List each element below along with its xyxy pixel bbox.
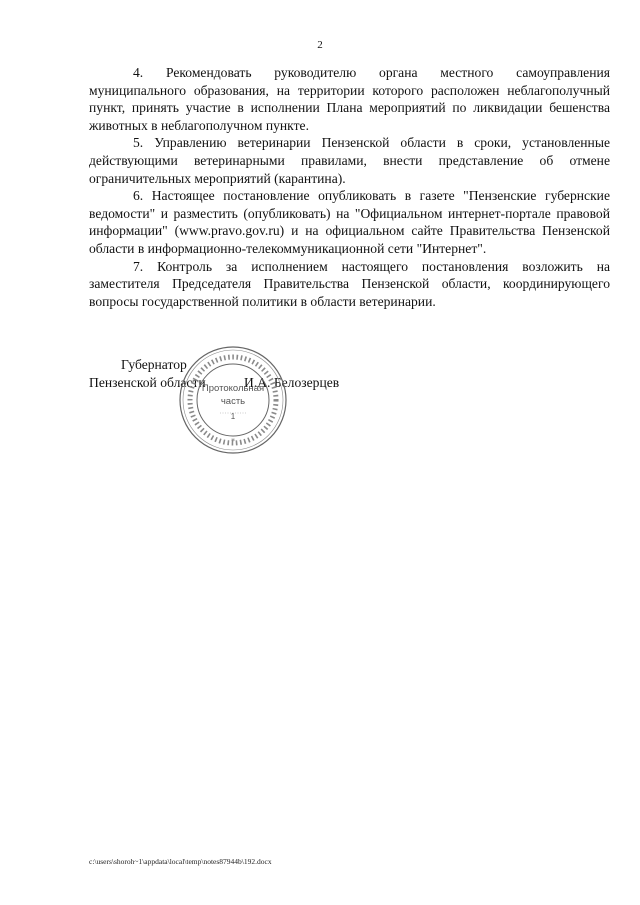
seal-text-line-2: часть (220, 396, 246, 407)
signatory-title-line-2: Пензенской области (89, 375, 206, 390)
document-body (89, 64, 610, 310)
paragraph-item-7: 7. Контроль за исполнением настоящего постановления возложить на заместителя Председателя Правительства Пензенской области, координирующего вопросы государственной политики в области ветеринарии. (89, 258, 610, 309)
paragraph-item-6: 6. Настоящее постановление опубликовать в газете "Пензенские губернские ведомости" и разместить (опубликовать) на "Официальном интернет-портале правовой информации" (www.pravo.gov.ru) и на официальном сайте Правительства Пензенской области в информационно-телекоммуникационной сети "Интернет". (89, 188, 610, 256)
seal-text-line-3: 1 (230, 412, 236, 421)
footer-file-path: c:\users\shoroh~1\appdata\local\temp\notes87944b\192.docx (89, 857, 272, 866)
seal-text-line-1: Протокольная (201, 383, 265, 394)
paragraph-item-5: 5. Управлению ветеринарии Пензенской области в сроки, установленные действующими ветеринарными правилами, внести представление об отмене ограничительных мероприятий (карантина). (89, 135, 610, 186)
official-seal (178, 345, 288, 455)
svg-text:*: * (231, 437, 235, 446)
page-number: 2 (317, 39, 323, 51)
signature-block (89, 356, 409, 466)
signatory-name: И.А. Белозерцев (244, 375, 340, 390)
paragraph-item-4: 4. Рекомендовать руководителю органа местного самоуправления муниципального образования, на территории которого расположен неблагополучный пункт, принять участие в исполнении Плана мероприятий по ликвидации бешенства животных в неблагополучном пункте. (89, 65, 610, 133)
signatory-title-line-1: Губернатор (121, 357, 187, 372)
